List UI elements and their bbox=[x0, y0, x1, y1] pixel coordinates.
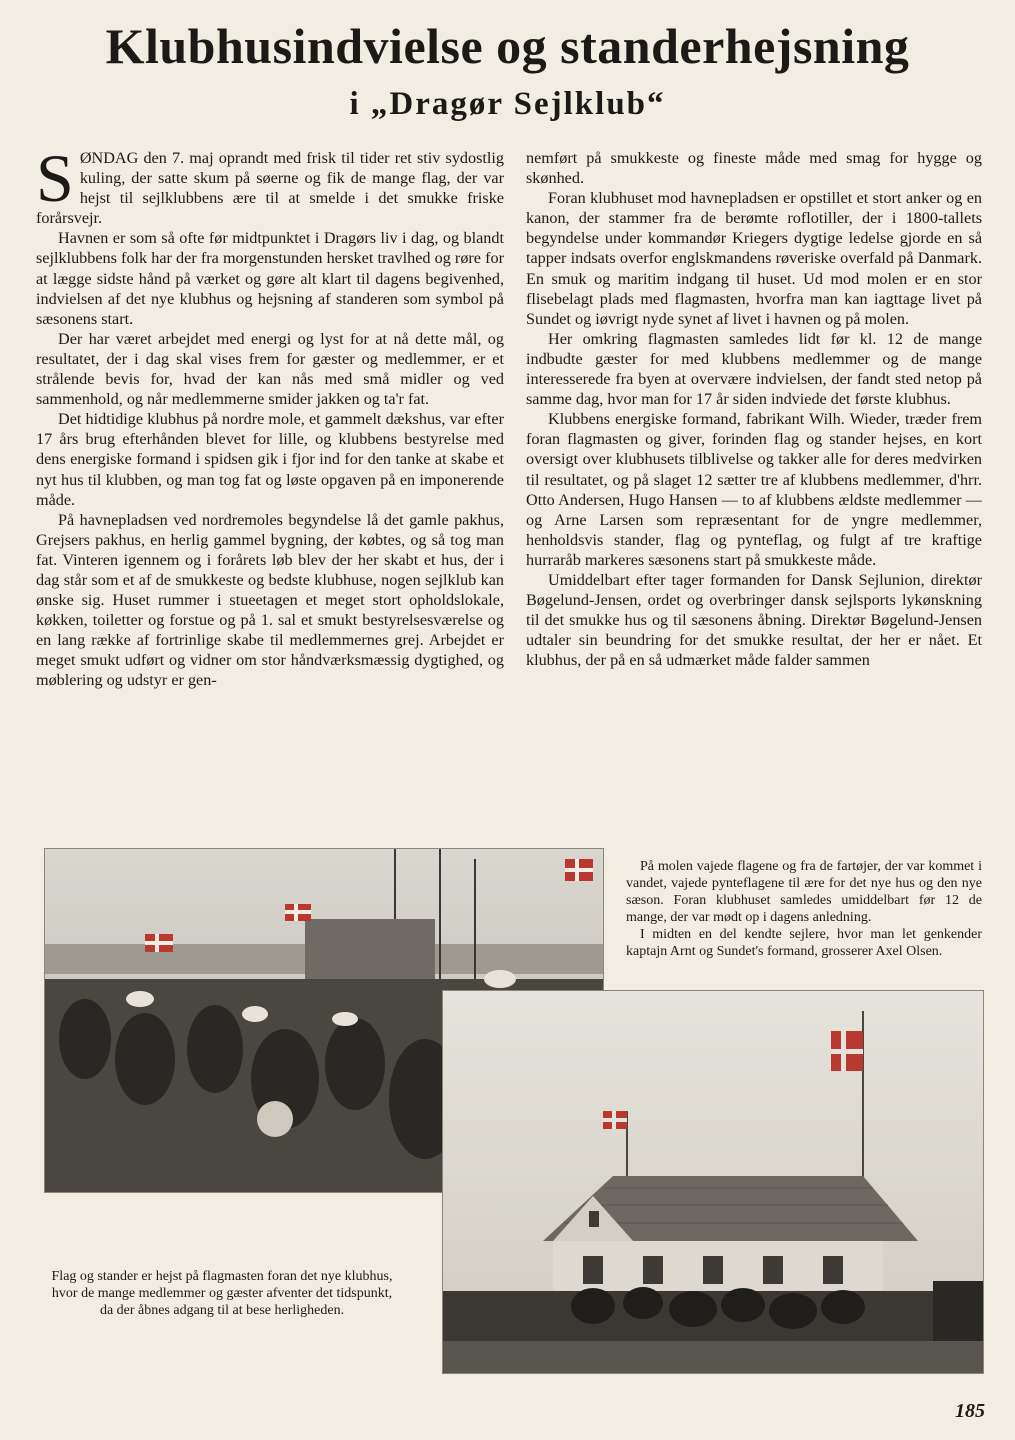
drop-cap: S bbox=[36, 148, 74, 216]
caption-pier-text-1: På molen vajede flagene og fra de fartøjer, der var kommet i vandet, vajede pynteflagene til ære for det nye hus og den nye sæson. Foran klubhuset samledes umiddelbart før 12 de mange, der var mødt op i dagens anledning. bbox=[626, 859, 982, 925]
page-number: 185 bbox=[955, 1400, 985, 1422]
paragraph-5: På havnepladsen ved nordremoles begyndelse lå det gamle pakhus, Grejsers pakhus, en herlig gammel bygning, der købtes, og så tog man fat. Vinteren igennem og i forårets løb blev der her skabt et hus, der i dag står som et af de smukkeste og bedste klubhuse, nogen sejlklub kan ønske sig. Huset rummer i stueetagen et meget stort opholdslokale, køkken, toiletter og forstue og på 1. sal et smukt bestyrelsesværelse og en lang række af fortrinlige skabe til medlemmernes grej. Arbejdet er meget smukt udført og vidner om stor håndværksmæssig dygtighed, og møblering og udstyr er gen- bbox=[36, 510, 504, 690]
paragraph-4: Det hidtidige klubhus på nordre mole, et gammelt dækshus, var efter 17 års brug efterhånden blevet for lille, og klubbens bestyrelse med dens energiske formand i spidsen gik i fjor ind for den tanke at skabe et nyt hus til klubben, og man tog fat og løste opgaven på en imponerende måde. bbox=[36, 410, 504, 509]
photo-clubhouse bbox=[442, 990, 984, 1374]
caption-pier-photo bbox=[626, 858, 982, 960]
paragraph-9: Klubbens energiske formand, fabrikant Wilh. Wieder, træder frem foran flagmasten og giver, forinden flag og stander hejses, en kort oversigt over klubhusets tilblivelse og takker alle for deres medvirken til resultatet, og på slaget 12 sætter tre af klubbens medlemmer, d'hrr. Otto Andersen, Hugo Hansen — to af klubbens ældste medlemmer — og Arne Larsen som repræsentant for de yngre medlemmer, henholdsvis stander, flag og pynteflag, og fulgt af tre kraftige hurraråb markeres sæsonens start på smukkeste måde. bbox=[526, 410, 982, 569]
paragraph-3: Der har været arbejdet med energi og lyst for at nå dette mål, og resultatet, der i dag skal vises frem for gæster og medlemmer, er et strålende bevis for, hvad der kan nås med små midler og ved sammenhold, og når medlemmerne smider jakken og ta'r fat. bbox=[36, 329, 504, 409]
article-column-left bbox=[36, 148, 504, 824]
paragraph-6: nemført på smukkeste og fineste måde med smag for hygge og skønhed. bbox=[526, 149, 982, 188]
paragraph-1 bbox=[36, 148, 504, 228]
caption-pier-text-2: I midten en del kendte sejlere, hvor man let genkender kaptajn Arnt og Sundet's formand, grosserer Axel Olsen. bbox=[626, 927, 982, 959]
paragraph-2: Havnen er som så ofte før midtpunktet i Dragørs liv i dag, og blandt sejlklubbens folk har der fra morgenstunden hersket travlhed og røre for at lægge sidste hånd på værket og gøre alt klart til dagens begivenhed, indvielsen af det nye klubhus og hejsning af standeren som symbol på sæsonens start. bbox=[36, 229, 504, 328]
article-title: Klubhusindvielse og standerhejsning bbox=[105, 18, 910, 74]
caption-clubhouse-text: Flag og stander er hejst på flagmasten foran det nye klubhus, hvor de mange medlemmer og gæster afventer det tidspunkt, da der åbnes adgang til at bese herligheden. bbox=[51, 1269, 393, 1318]
paragraph-1-text: ØNDAG den 7. maj oprandt med frisk til tider ret stiv sydostlig kuling, der satte skum på søerne og fik de mange flag, der var hejst til sejlklubbens ære til at smelde i det smukke friske forårsvejr. bbox=[36, 149, 504, 228]
article-subtitle: i „Dragør Sejlklub“ bbox=[349, 86, 666, 122]
paragraph-10: Umiddelbart efter tager formanden for Dansk Sejlunion, direktør Bøgelund-Jensen, ordet og overbringer dansk sejlsports lykønskning til det smukke hus og til sæsonens åbning. Direktør Bøgelund-Jensen udtaler sin beundring for det smukke resultat, der her er nået. Et klubhus, der på en så udmærket måde falder sammen bbox=[526, 570, 982, 670]
caption-clubhouse-photo bbox=[44, 1268, 400, 1319]
paragraph-7: Foran klubhuset mod havnepladsen er opstillet et stort anker og en kanon, der stammer fra de berømte roflotiller, der i 1800-tallets begyndelse under kommandør Kriegers dygtige ledelse gjorde en så tapper indsats overfor englskmandens røveriske overfald på Danmark. En smuk og maritim indgang til huset. Ud mod molen er en stor flisebelagt plads med flagmasten, hvorfra man kan iagttage livet på Sundet og iøvrigt nyde synet af livet i havnen og på molen. bbox=[526, 189, 982, 328]
article-column-right bbox=[526, 148, 982, 824]
paragraph-8: Her omkring flagmasten samledes lidt før kl. 12 de mange indbudte gæster for med klubbens medlemmer og de mange interesserede fra byen at overvære indvielsen, der fandt sted netop på samme dag, hvor man for 17 år siden indviede det første klubhus. bbox=[526, 329, 982, 409]
